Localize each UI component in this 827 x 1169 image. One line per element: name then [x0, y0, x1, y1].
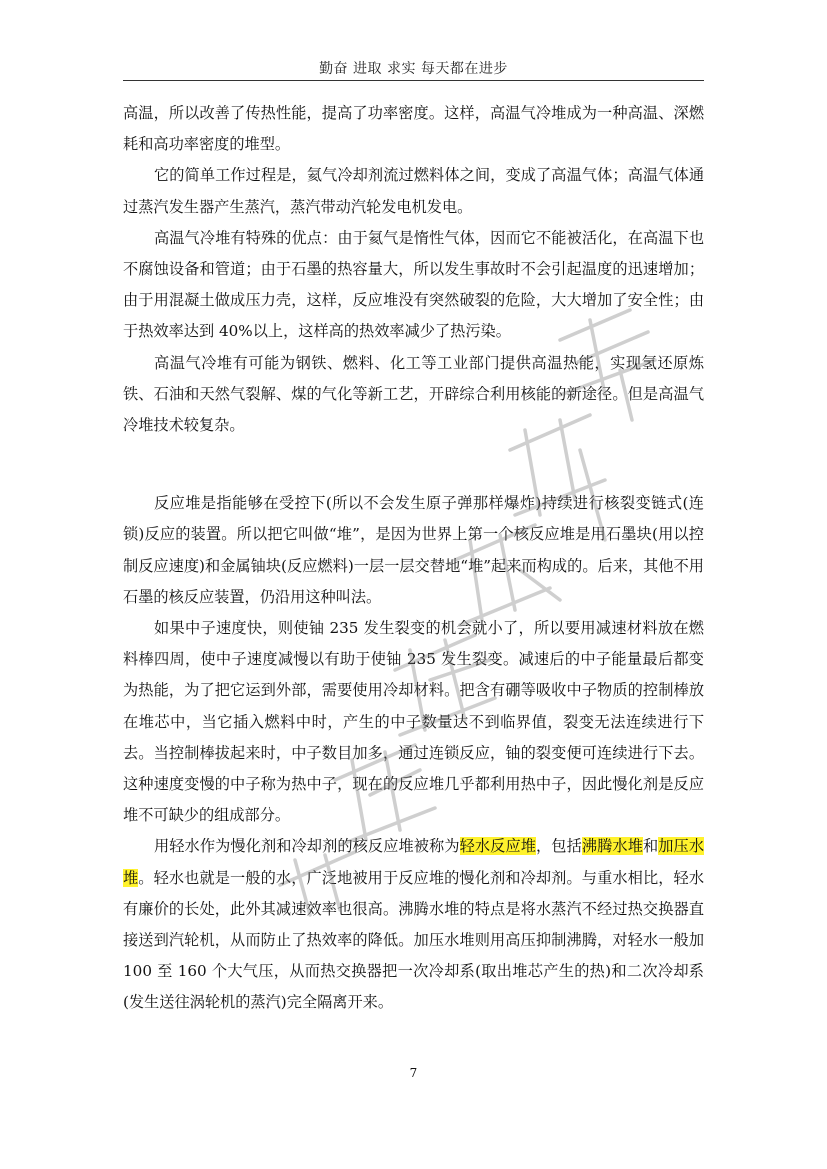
header-rule — [123, 80, 704, 81]
page-body — [123, 98, 704, 1019]
section-gap — [123, 441, 704, 488]
paragraph-continuation: 高温，所以改善了传热性能，提高了功率密度。这样，高温气冷堆成为一种高温、深燃耗和高功率密度的堆型。 — [123, 104, 704, 154]
paragraph-reactor-definition: 反应堆是指能够在受控下(所以不会发生原子弹那样爆炸)持续进行核裂变链式(连锁)反应的装置。所以把它叫做“堆”，是因为世界上第一个核反应堆是用石墨块(用以控制反应速度)和金属铀块(反应燃料)一层一层交替地“堆”起来而构成的。后来，其他不用石墨的核反应装置，仍沿用这种叫法。 — [123, 494, 704, 606]
lwr-text-mid1: ，包括 — [536, 837, 582, 856]
paragraph-applications: 高温气冷堆有可能为钢铁、燃料、化工等工业部门提供高温热能，实现氢还原炼铁、石油和天然气裂解、煤的气化等新工艺，开辟综合利用核能的新途径。但是高温气冷堆技术较复杂。 — [123, 353, 704, 435]
lwr-text-pre: 用轻水作为慢化剂和冷却剂的核反应堆被称为 — [154, 837, 460, 856]
paragraph-neutron-moderation: 如果中子速度快，则使铀 235 发生裂变的机会就小了，所以要用减速材料放在燃料棒四周，使中子速度减慢以有助于使铀 235 发生裂变。减速后的中子能量最后都变为热能，为了把它运到外部，需要使用冷却材料。把含有硼等吸收中子物质的控制棒放在堆芯中，当它插入燃料中时，产生的中子数量达不到临界值，裂变无法连续进行下去。当控制棒拔起来时，中子数目加多，通过连锁反应，铀的裂变便可连续进行下去。这种速度变慢的中子称为热中子，现在的反应堆几乎都利用热中子，因此慢化剂是反应堆不可缺少的组成部分。 — [123, 619, 704, 825]
lwr-text-mid2: 和 — [642, 837, 659, 856]
paragraph-advantages: 高温气冷堆有特殊的优点：由于氦气是惰性气体，因而它不能被活化，在高温下也不腐蚀设备和管道；由于石墨的热容量大，所以发生事故时不会引起温度的迅速增加；由于用混凝土做成压力壳，这样，反应堆没有突然破裂的危险，大大增加了安全性；由于热效率达到 40%以上，这样高的热效率减少了热污染。 — [123, 228, 704, 341]
highlight-boiling-water-reactor: 沸腾水堆 — [581, 837, 643, 856]
running-header: 勤奋 进取 求实 每天都在进步 — [319, 61, 508, 77]
lwr-text-post: 。轻水也就是一般的水，广泛地被用于反应堆的慢化剂和冷却剂。与重水相比，轻水有廉价的长处，此外其减速效率也很高。沸腾水堆的特点是将水蒸汽不经过热交换器直接送到汽轮机，从而防止了热效率的降低。加压水堆则用高压抑制沸腾，对轻水一般加 100 至 160 个大气压，从而热交换器把一次冷却系(取出堆芯产生的热)和二次冷却系(发生送往涡轮机的蒸汽)完全隔离开来。 — [123, 868, 705, 1012]
highlight-pressurized-water-reactor: 加压水堆 — [123, 837, 705, 887]
highlight-light-water-reactor: 轻水反应堆 — [459, 837, 537, 856]
paragraph-light-water-reactor — [123, 831, 704, 1018]
page-number: 7 — [409, 1066, 418, 1080]
paragraph-working-process: 它的简单工作过程是，氦气冷却剂流过燃料体之间，变成了高温气体；高温气体通过蒸汽发生器产生蒸汽，蒸汽带动汽轮发电机发电。 — [123, 166, 704, 216]
